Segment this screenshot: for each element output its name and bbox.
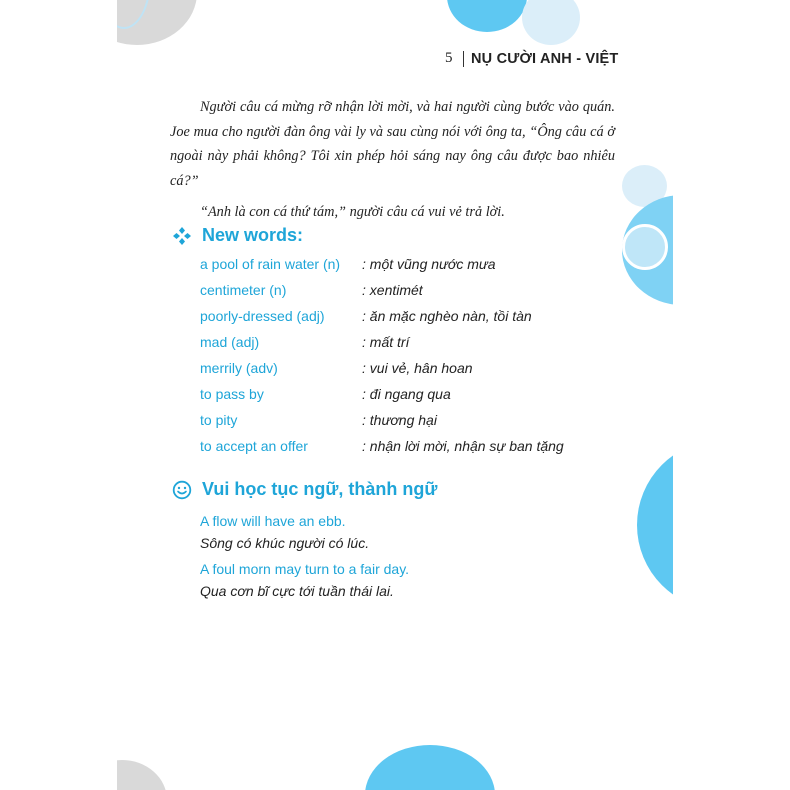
- vocab-vietnamese: : mất trí: [362, 334, 410, 350]
- book-page: [117, 0, 673, 790]
- vocab-vietnamese: : thương hại: [362, 412, 437, 428]
- decor-blue-circle-bottom: [365, 745, 495, 790]
- vocab-english: a pool of rain water (n): [200, 256, 341, 272]
- vocab-vietnamese: : ăn mặc nghèo nàn, tồi tàn: [362, 308, 532, 324]
- vocab-english: to pity: [200, 412, 238, 428]
- vocab-vietnamese: : nhận lời mời, nhận sự ban tặng: [362, 438, 564, 454]
- vocab-english: centimeter (n): [200, 282, 287, 298]
- vocab-row: [200, 438, 620, 464]
- decor-light-circle-top: [522, 0, 580, 45]
- proverb-vietnamese: Sông có khúc người có lúc.: [200, 535, 370, 551]
- vocab-row: [200, 412, 620, 438]
- vocab-row: [200, 308, 620, 334]
- vocab-vietnamese: : vui vẻ, hân hoan: [362, 360, 473, 376]
- proverbs-heading: [172, 479, 437, 500]
- vocab-row: [200, 334, 620, 360]
- vocab-row: [200, 256, 620, 282]
- proverbs-list: [200, 510, 620, 602]
- vocab-row: [200, 282, 620, 308]
- vocab-row: [200, 360, 620, 386]
- new-words-heading-label: New words:: [202, 225, 304, 245]
- vocab-row: [200, 386, 620, 412]
- vocab-vietnamese: : xentimét: [362, 282, 423, 298]
- proverb-vietnamese: Qua cơn bĩ cực tới tuần thái lai.: [200, 583, 394, 599]
- vocab-english: to pass by: [200, 386, 264, 402]
- proverb-english: A foul morn may turn to a fair day.: [200, 561, 410, 577]
- header-divider: [463, 51, 465, 67]
- decor-blue-circle-right: [637, 440, 673, 610]
- story-paragraph: “Anh là con cá thứ tám,” người câu cá vui vẻ trả lời.: [200, 204, 505, 220]
- vocab-vietnamese: : một vũng nước mưa: [362, 256, 496, 272]
- vocab-english: to accept an offer: [200, 438, 308, 454]
- proverb-english: A flow will have an ebb.: [200, 513, 346, 529]
- proverbs-heading-label: Vui học tục ngữ, thành ngữ: [202, 479, 438, 499]
- book-title: NỤ CƯỜI ANH - VIỆT: [471, 50, 619, 67]
- story-paragraph: Người câu cá mừng rỡ nhận lời mời, và hai người cùng bước vào quán. Joe mua cho người đàn ông vài ly và sau cùng nói với ông ta, “Ông câu cá ở ngoài này phải không? Tôi xin phép hỏi sáng nay ông câu được bao nhiêu cá?”: [170, 99, 615, 189]
- decor-gray-circle-bottom: [117, 760, 167, 790]
- diamond-bullet-icon: [172, 226, 192, 246]
- decor-blue-circle-top: [447, 0, 527, 32]
- page-number: 5: [445, 50, 453, 66]
- smiley-icon: [172, 480, 192, 500]
- story-text: [170, 95, 615, 225]
- new-words-heading: [172, 225, 303, 246]
- vocab-english: mad (adj): [200, 334, 260, 350]
- vocab-vietnamese: : đi ngang qua: [362, 386, 451, 402]
- vocab-english: poorly-dressed (adj): [200, 308, 325, 324]
- decor-smiley-bubble: [622, 224, 668, 270]
- vocab-english: merrily (adv): [200, 360, 278, 376]
- running-header: [445, 50, 619, 67]
